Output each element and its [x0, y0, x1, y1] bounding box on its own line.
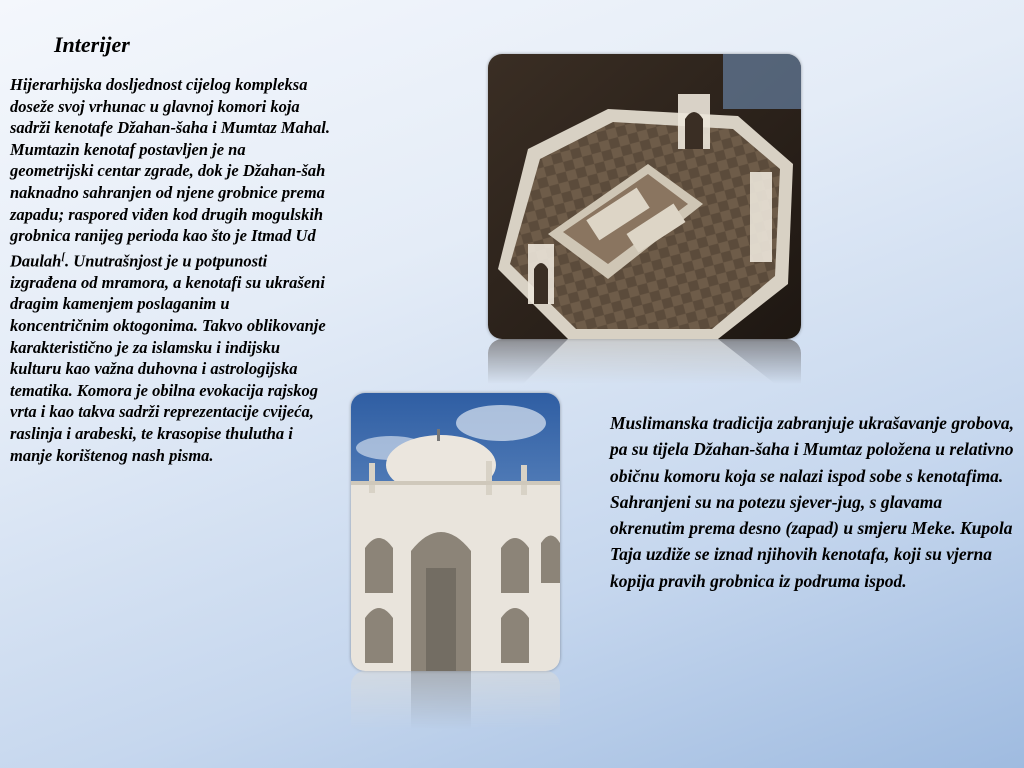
left-text-block [10, 74, 332, 466]
cenotaph-chamber-reflection [488, 339, 801, 399]
taj-mahal-facade-photo [351, 393, 560, 671]
left-text-part-1: ijerarhijska dosljednost cijelog kompleksa doseže svoj vrhunac u glavnoj komori koja sadrži kenotafe Džahan-šaha i Mumtaz Mahal. Mumtazin kenotaf postavljen je na geometrijski centar zgrade, dok je Džahan-šah naknadno sahranjen od njene grobnice prema zapadu; raspored viđen kod drugih mogulskih grobnica ranijeg perioda kao što je Itmad Ud Daulah [10, 75, 330, 271]
taj-mahal-facade-photo-icon [351, 393, 560, 671]
slide-title: Interijer [54, 32, 130, 57]
drop-cap-letter: H [10, 75, 23, 94]
cenotaph-chamber-photo-icon [488, 54, 801, 339]
right-text-block: Muslimanska tradicija zabranjuje ukrašavanje grobova, pa su tijela Džahan-šaha i Mumtaz položena u relativno običnu komoru koja se nalazi ispod sobe s kenotafima. Sahranjeni su na potezu sjever-jug, s glavama okrenutim prema desno (zapad) u smjeru Meke. Kupola Taja uzdiže se iznad njihovih kenotafa, koji su vjerna kopija pravih grobnica iz podruma ispod. [610, 413, 1015, 591]
left-text-part-2: . Unutrašnjost je u potpunosti izgrađena od mramora, a kenotafi su ukrašeni dragim kamenjem poslaganim u koncentričnim oktogonima. Takvo oblikovanje karakteristično je za islamsku i indijsku kulturu kao važna duhovna i astrologijska tematika. Komora je obilna evokacija rajskog vrta i kao takva sadrži reprezentacije cvijeća, raslinja i arabeski, te krasopise thulutha i manje korištenog nash pisma. [10, 251, 326, 465]
taj-mahal-facade-reflection [351, 671, 560, 749]
cenotaph-chamber-reflection-icon [488, 339, 801, 399]
cenotaph-chamber-photo [488, 54, 801, 339]
footnote-mark: [ [61, 250, 66, 263]
taj-mahal-facade-reflection-icon [351, 671, 560, 749]
